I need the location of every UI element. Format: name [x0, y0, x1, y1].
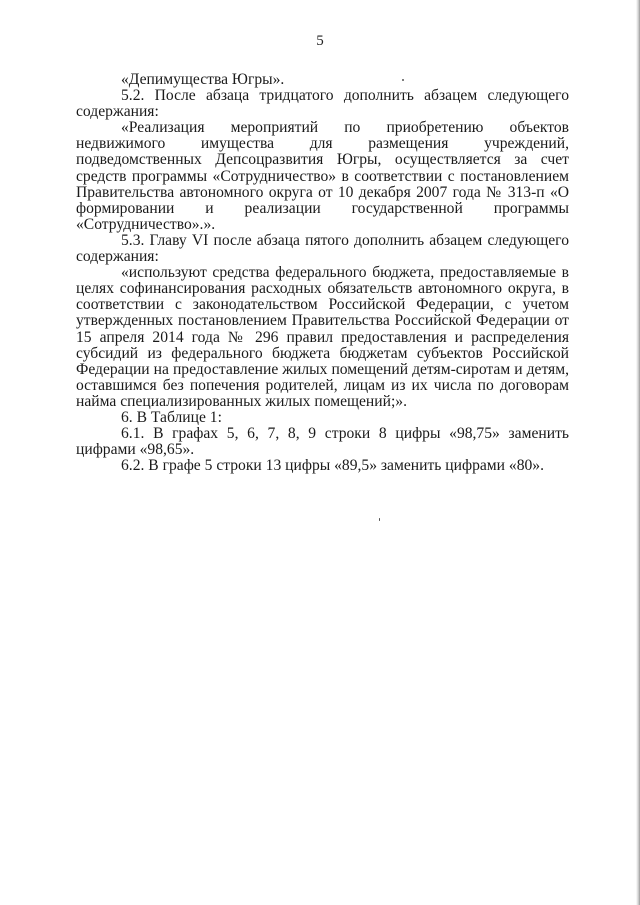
scan-speck: [379, 518, 380, 521]
paragraph-3: «Реализация мероприятий по приобретению объектов недвижимого имущества для размещения учреждений, подведомственных Депсоцразвития Югры, осуществляется за счет средств программы «Сотрудничество» в соответствии с постановлением Правительства автономного округа от 10 декабря 2007 года № 313-п «О формировании и реализации государственной программы «Сотрудничество».».: [76, 119, 569, 233]
scan-speck: [402, 79, 404, 81]
paragraph-8: 6.2. В графе 5 строки 13 цифры «89,5» заменить цифрами «80».: [121, 457, 544, 475]
paragraph-4: 5.3. Главу VI после абзаца пятого дополнить абзацем следующего содержания:: [76, 231, 569, 266]
paragraph-7: 6.1. В графах 5, 6, 7, 8, 9 строки 8 цифры «98,75» заменить цифрами «98,65».: [76, 425, 569, 459]
page-number: 5: [316, 33, 324, 49]
paragraph-1: «Депимущества Югры».: [121, 71, 285, 88]
paragraph-6: 6. В Таблице 1:: [121, 408, 222, 426]
paragraph-5: «используют средства федерального бюджета, предоставляемые в целях софинансирования расходных обязательств автономного округа, в соответствии с законодательством Российской Федерации, с учетом утвержденных постановлением Правительства Российской Федерации от 15 апреля 2014 года № 296 правил предоставления и распределения субсидий из федерального бюджета бюджетам субъектов Российской Федерации на предоставление жилых помещений детям-сиротам и детям, оставшимся без попечения родителей, лицам из их числа по договорам найма специализированных жилых помещений;».: [76, 264, 569, 410]
page-edge-shadow: [636, 0, 640, 905]
paragraph-2: 5.2. После абзаца тридцатого дополнить абзацем следующего содержания:: [76, 87, 569, 121]
document-body: [76, 72, 569, 474]
